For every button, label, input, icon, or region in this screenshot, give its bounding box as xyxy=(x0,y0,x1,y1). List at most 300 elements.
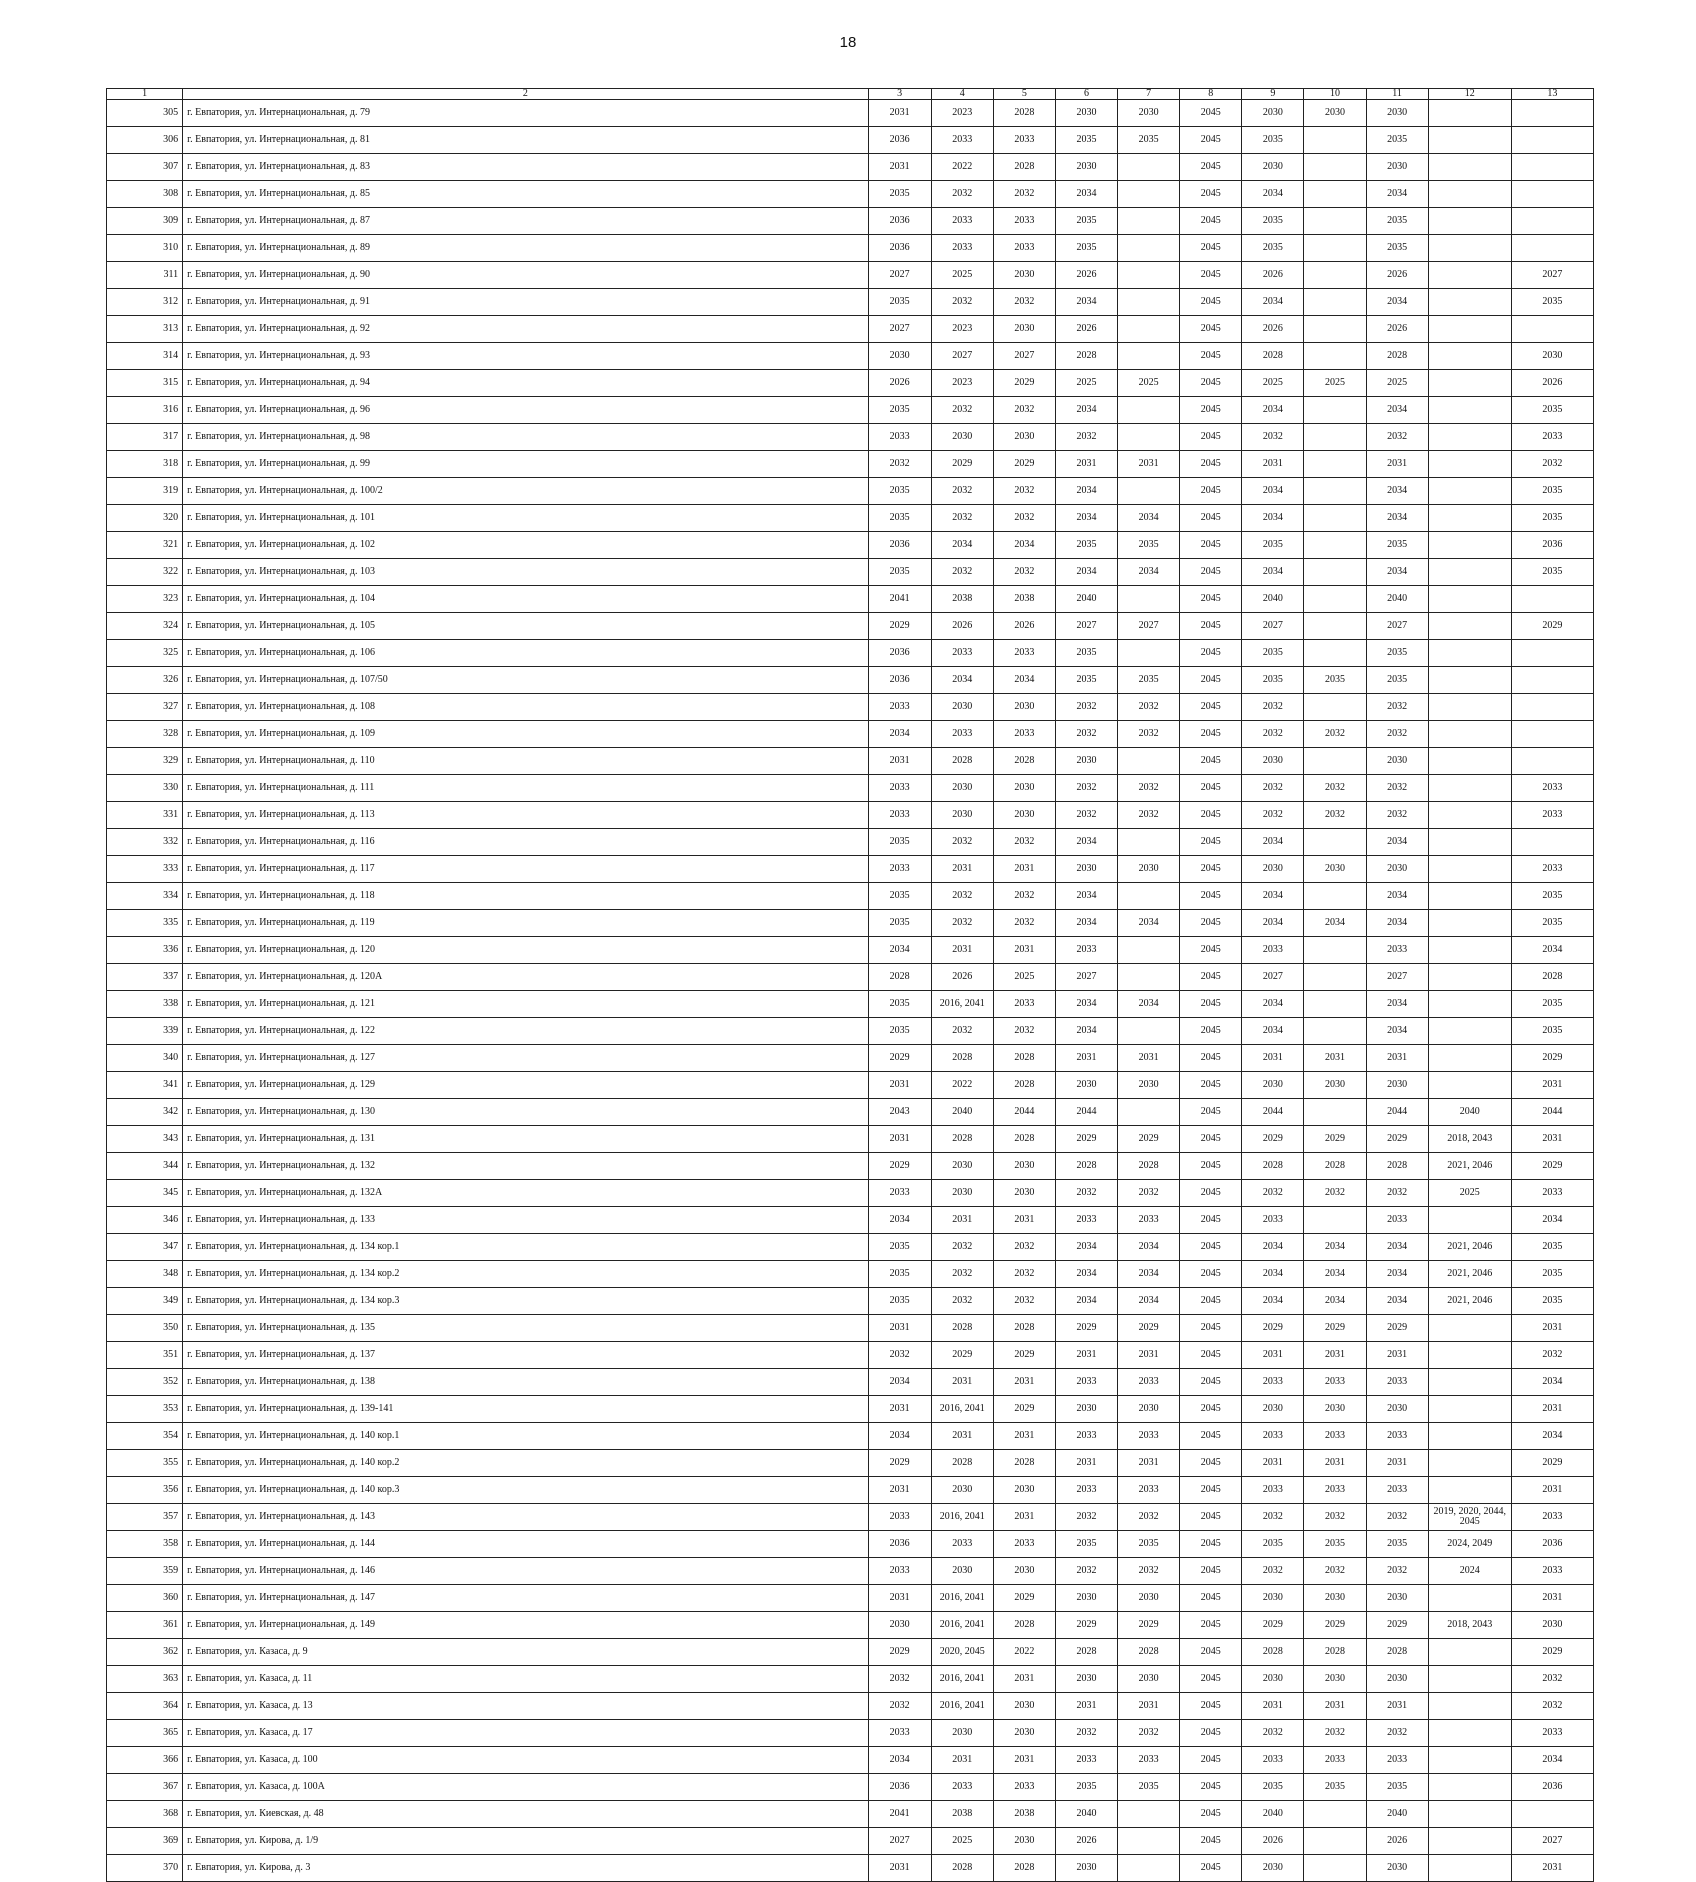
row-number-cell: 323 xyxy=(107,586,183,613)
row-number-cell: 370 xyxy=(107,1855,183,1882)
address-cell: г. Евпатория, ул. Интернациональная, д. 122 xyxy=(183,1018,868,1045)
table-row xyxy=(107,1693,1594,1720)
year-cell-col-13: 2033 xyxy=(1511,1558,1593,1585)
year-cell-col-13: 2031 xyxy=(1511,1315,1593,1342)
year-cell-col-11: 2035 xyxy=(1366,1531,1428,1558)
year-cell-col-4: 2032 xyxy=(931,505,993,532)
year-cell-col-7 xyxy=(1118,424,1180,451)
address-cell: г. Евпатория, ул. Интернациональная, д. 105 xyxy=(183,613,868,640)
row-number-cell: 309 xyxy=(107,208,183,235)
year-cell-col-6: 2031 xyxy=(1055,451,1117,478)
year-cell-col-12 xyxy=(1428,586,1511,613)
year-cell-col-12 xyxy=(1428,937,1511,964)
year-cell-col-13 xyxy=(1511,586,1593,613)
year-cell-col-9: 2034 xyxy=(1242,1288,1304,1315)
year-cell-col-11: 2034 xyxy=(1366,559,1428,586)
year-cell-col-7: 2032 xyxy=(1118,775,1180,802)
year-cell-col-11: 2031 xyxy=(1366,1693,1428,1720)
table-row xyxy=(107,829,1594,856)
year-cell-col-6: 2030 xyxy=(1055,100,1117,127)
table-row xyxy=(107,505,1594,532)
year-cell-col-9: 2029 xyxy=(1242,1315,1304,1342)
year-cell-col-13: 2044 xyxy=(1511,1099,1593,1126)
year-cell-col-12 xyxy=(1428,1342,1511,1369)
year-cell-col-4: 2022 xyxy=(931,154,993,181)
year-cell-col-7: 2030 xyxy=(1118,1396,1180,1423)
year-cell-col-5: 2032 xyxy=(993,505,1055,532)
year-cell-col-12 xyxy=(1428,343,1511,370)
year-cell-col-5: 2033 xyxy=(993,1774,1055,1801)
year-cell-col-10: 2030 xyxy=(1304,1396,1366,1423)
year-cell-col-7: 2028 xyxy=(1118,1639,1180,1666)
year-cell-col-10: 2030 xyxy=(1304,1666,1366,1693)
year-cell-col-3: 2031 xyxy=(868,1855,931,1882)
table-row xyxy=(107,748,1594,775)
year-cell-col-9: 2025 xyxy=(1242,370,1304,397)
year-cell-col-4: 2032 xyxy=(931,1288,993,1315)
year-cell-col-13 xyxy=(1511,154,1593,181)
table-row xyxy=(107,181,1594,208)
year-cell-col-4: 2030 xyxy=(931,1720,993,1747)
address-cell: г. Евпатория, ул. Интернациональная, д. 116 xyxy=(183,829,868,856)
year-cell-col-3: 2034 xyxy=(868,1747,931,1774)
year-cell-col-10 xyxy=(1304,316,1366,343)
year-cell-col-7 xyxy=(1118,937,1180,964)
year-cell-col-11: 2031 xyxy=(1366,451,1428,478)
year-cell-col-8: 2045 xyxy=(1180,127,1242,154)
year-cell-col-3: 2035 xyxy=(868,289,931,316)
year-cell-col-11: 2026 xyxy=(1366,262,1428,289)
year-cell-col-8: 2045 xyxy=(1180,1261,1242,1288)
year-cell-col-11: 2030 xyxy=(1366,1666,1428,1693)
year-cell-col-8: 2045 xyxy=(1180,748,1242,775)
year-cell-col-10 xyxy=(1304,424,1366,451)
year-cell-col-6: 2031 xyxy=(1055,1342,1117,1369)
year-cell-col-8: 2045 xyxy=(1180,289,1242,316)
year-cell-col-7: 2032 xyxy=(1118,1180,1180,1207)
table-row xyxy=(107,1855,1594,1882)
year-cell-col-8: 2045 xyxy=(1180,1126,1242,1153)
year-cell-col-9: 2033 xyxy=(1242,1369,1304,1396)
address-cell: г. Евпатория, ул. Кирова, д. 3 xyxy=(183,1855,868,1882)
year-cell-col-13: 2033 xyxy=(1511,1504,1593,1531)
row-number-cell: 318 xyxy=(107,451,183,478)
year-cell-col-8: 2045 xyxy=(1180,316,1242,343)
row-number-cell: 359 xyxy=(107,1558,183,1585)
year-cell-col-4: 2032 xyxy=(931,1018,993,1045)
year-cell-col-13 xyxy=(1511,1801,1593,1828)
year-cell-col-6: 2034 xyxy=(1055,991,1117,1018)
year-cell-col-3: 2031 xyxy=(868,1126,931,1153)
year-cell-col-9: 2029 xyxy=(1242,1612,1304,1639)
year-cell-col-9: 2033 xyxy=(1242,1747,1304,1774)
year-cell-col-6: 2033 xyxy=(1055,1477,1117,1504)
year-cell-col-5: 2030 xyxy=(993,424,1055,451)
year-cell-col-6: 2027 xyxy=(1055,964,1117,991)
year-cell-col-6: 2032 xyxy=(1055,1558,1117,1585)
year-cell-col-5: 2032 xyxy=(993,829,1055,856)
year-cell-col-12: 2040 xyxy=(1428,1099,1511,1126)
year-cell-col-11: 2030 xyxy=(1366,1072,1428,1099)
year-cell-col-9: 2030 xyxy=(1242,1855,1304,1882)
year-cell-col-3: 2033 xyxy=(868,694,931,721)
table-row xyxy=(107,235,1594,262)
year-cell-col-4: 2032 xyxy=(931,829,993,856)
year-cell-col-12: 2024, 2049 xyxy=(1428,1531,1511,1558)
year-cell-col-13: 2029 xyxy=(1511,1045,1593,1072)
year-cell-col-13: 2036 xyxy=(1511,532,1593,559)
year-cell-col-5: 2031 xyxy=(993,1369,1055,1396)
year-cell-col-7: 2034 xyxy=(1118,1288,1180,1315)
year-cell-col-13 xyxy=(1511,100,1593,127)
row-number-cell: 321 xyxy=(107,532,183,559)
table-row xyxy=(107,424,1594,451)
year-cell-col-3: 2035 xyxy=(868,559,931,586)
year-cell-col-6: 2034 xyxy=(1055,397,1117,424)
year-cell-col-5: 2028 xyxy=(993,1612,1055,1639)
year-cell-col-13: 2036 xyxy=(1511,1774,1593,1801)
year-cell-col-10: 2032 xyxy=(1304,1720,1366,1747)
year-cell-col-3: 2032 xyxy=(868,1666,931,1693)
year-cell-col-3: 2034 xyxy=(868,721,931,748)
year-cell-col-5: 2028 xyxy=(993,1072,1055,1099)
year-cell-col-11: 2033 xyxy=(1366,937,1428,964)
header-row xyxy=(107,89,1594,100)
year-cell-col-13: 2033 xyxy=(1511,1720,1593,1747)
year-cell-col-9: 2034 xyxy=(1242,289,1304,316)
year-cell-col-10 xyxy=(1304,586,1366,613)
address-cell: г. Евпатория, ул. Интернациональная, д. 85 xyxy=(183,181,868,208)
year-cell-col-6: 2034 xyxy=(1055,910,1117,937)
row-number-cell: 334 xyxy=(107,883,183,910)
year-cell-col-5: 2025 xyxy=(993,964,1055,991)
year-cell-col-6: 2029 xyxy=(1055,1612,1117,1639)
table-row xyxy=(107,1315,1594,1342)
row-number-cell: 327 xyxy=(107,694,183,721)
year-cell-col-11: 2033 xyxy=(1366,1207,1428,1234)
year-cell-col-13: 2033 xyxy=(1511,856,1593,883)
row-number-cell: 337 xyxy=(107,964,183,991)
year-cell-col-12 xyxy=(1428,802,1511,829)
year-cell-col-6: 2028 xyxy=(1055,343,1117,370)
year-cell-col-9: 2044 xyxy=(1242,1099,1304,1126)
year-cell-col-13 xyxy=(1511,316,1593,343)
year-cell-col-10 xyxy=(1304,1018,1366,1045)
table-body xyxy=(107,100,1594,1882)
year-cell-col-7: 2029 xyxy=(1118,1612,1180,1639)
year-cell-col-10: 2034 xyxy=(1304,910,1366,937)
row-number-cell: 338 xyxy=(107,991,183,1018)
year-cell-col-10 xyxy=(1304,640,1366,667)
year-cell-col-13: 2035 xyxy=(1511,1018,1593,1045)
year-cell-col-9: 2029 xyxy=(1242,1126,1304,1153)
year-cell-col-7 xyxy=(1118,397,1180,424)
row-number-cell: 314 xyxy=(107,343,183,370)
year-cell-col-3: 2031 xyxy=(868,1477,931,1504)
year-cell-col-10: 2034 xyxy=(1304,1288,1366,1315)
year-cell-col-4: 2016, 2041 xyxy=(931,1396,993,1423)
year-cell-col-5: 2032 xyxy=(993,910,1055,937)
year-cell-col-13: 2027 xyxy=(1511,1828,1593,1855)
schedule-table xyxy=(106,88,1594,1882)
year-cell-col-13 xyxy=(1511,721,1593,748)
year-cell-col-11: 2029 xyxy=(1366,1315,1428,1342)
year-cell-col-6: 2034 xyxy=(1055,1234,1117,1261)
year-cell-col-5: 2031 xyxy=(993,1207,1055,1234)
year-cell-col-7: 2034 xyxy=(1118,1234,1180,1261)
year-cell-col-4: 2016, 2041 xyxy=(931,991,993,1018)
year-cell-col-10: 2032 xyxy=(1304,775,1366,802)
year-cell-col-4: 2033 xyxy=(931,208,993,235)
year-cell-col-11: 2033 xyxy=(1366,1477,1428,1504)
year-cell-col-7: 2029 xyxy=(1118,1126,1180,1153)
year-cell-col-4: 2031 xyxy=(931,1747,993,1774)
row-number-cell: 333 xyxy=(107,856,183,883)
year-cell-col-10: 2032 xyxy=(1304,1180,1366,1207)
year-cell-col-12 xyxy=(1428,1585,1511,1612)
table-row xyxy=(107,208,1594,235)
year-cell-col-5: 2032 xyxy=(993,397,1055,424)
year-cell-col-13: 2034 xyxy=(1511,937,1593,964)
year-cell-col-10: 2031 xyxy=(1304,1693,1366,1720)
year-cell-col-5: 2044 xyxy=(993,1099,1055,1126)
year-cell-col-11: 2030 xyxy=(1366,856,1428,883)
year-cell-col-3: 2031 xyxy=(868,154,931,181)
year-cell-col-13: 2032 xyxy=(1511,451,1593,478)
year-cell-col-9: 2030 xyxy=(1242,1396,1304,1423)
row-number-cell: 324 xyxy=(107,613,183,640)
table-row xyxy=(107,856,1594,883)
year-cell-col-5: 2026 xyxy=(993,613,1055,640)
year-cell-col-3: 2030 xyxy=(868,1612,931,1639)
table-row xyxy=(107,127,1594,154)
table-row xyxy=(107,1180,1594,1207)
year-cell-col-11: 2033 xyxy=(1366,1747,1428,1774)
year-cell-col-9: 2035 xyxy=(1242,235,1304,262)
year-cell-col-10 xyxy=(1304,343,1366,370)
year-cell-col-3: 2035 xyxy=(868,991,931,1018)
year-cell-col-11: 2034 xyxy=(1366,1261,1428,1288)
row-number-cell: 353 xyxy=(107,1396,183,1423)
table-row xyxy=(107,154,1594,181)
year-cell-col-11: 2030 xyxy=(1366,100,1428,127)
address-cell: г. Евпатория, ул. Интернациональная, д. 93 xyxy=(183,343,868,370)
year-cell-col-6: 2026 xyxy=(1055,262,1117,289)
year-cell-col-7: 2030 xyxy=(1118,1585,1180,1612)
year-cell-col-10 xyxy=(1304,397,1366,424)
year-cell-col-3: 2036 xyxy=(868,640,931,667)
year-cell-col-8: 2045 xyxy=(1180,1423,1242,1450)
year-cell-col-12 xyxy=(1428,262,1511,289)
year-cell-col-12 xyxy=(1428,478,1511,505)
year-cell-col-9: 2035 xyxy=(1242,1531,1304,1558)
year-cell-col-4: 2040 xyxy=(931,1099,993,1126)
year-cell-col-13 xyxy=(1511,640,1593,667)
year-cell-col-6: 2040 xyxy=(1055,586,1117,613)
year-cell-col-5: 2031 xyxy=(993,937,1055,964)
year-cell-col-7: 2031 xyxy=(1118,1450,1180,1477)
row-number-cell: 313 xyxy=(107,316,183,343)
year-cell-col-7 xyxy=(1118,208,1180,235)
year-cell-col-9: 2031 xyxy=(1242,1342,1304,1369)
year-cell-col-4: 2038 xyxy=(931,586,993,613)
address-cell: г. Евпатория, ул. Казаса, д. 9 xyxy=(183,1639,868,1666)
column-header-8: 8 xyxy=(1180,89,1242,100)
year-cell-col-9: 2030 xyxy=(1242,856,1304,883)
year-cell-col-5: 2030 xyxy=(993,775,1055,802)
year-cell-col-12 xyxy=(1428,1315,1511,1342)
year-cell-col-10 xyxy=(1304,1855,1366,1882)
address-cell: г. Евпатория, ул. Интернациональная, д. 139-141 xyxy=(183,1396,868,1423)
year-cell-col-8: 2045 xyxy=(1180,1639,1242,1666)
year-cell-col-11: 2032 xyxy=(1366,802,1428,829)
year-cell-col-9: 2034 xyxy=(1242,883,1304,910)
year-cell-col-12: 2019, 2020, 2044, 2045 xyxy=(1428,1504,1511,1531)
year-cell-col-4: 2031 xyxy=(931,1207,993,1234)
table-row xyxy=(107,1747,1594,1774)
table-row xyxy=(107,289,1594,316)
column-header-13: 13 xyxy=(1511,89,1593,100)
year-cell-col-8: 2045 xyxy=(1180,1477,1242,1504)
row-number-cell: 348 xyxy=(107,1261,183,1288)
year-cell-col-13: 2033 xyxy=(1511,802,1593,829)
year-cell-col-12 xyxy=(1428,154,1511,181)
year-cell-col-8: 2045 xyxy=(1180,235,1242,262)
year-cell-col-8: 2045 xyxy=(1180,964,1242,991)
address-cell: г. Евпатория, ул. Киевская, д. 48 xyxy=(183,1801,868,1828)
year-cell-col-10: 2035 xyxy=(1304,1531,1366,1558)
year-cell-col-10 xyxy=(1304,1099,1366,1126)
year-cell-col-6: 2032 xyxy=(1055,721,1117,748)
year-cell-col-9: 2030 xyxy=(1242,748,1304,775)
year-cell-col-13: 2034 xyxy=(1511,1207,1593,1234)
year-cell-col-12 xyxy=(1428,1396,1511,1423)
year-cell-col-6: 2026 xyxy=(1055,1828,1117,1855)
table-row xyxy=(107,1774,1594,1801)
year-cell-col-10: 2035 xyxy=(1304,1774,1366,1801)
year-cell-col-8: 2045 xyxy=(1180,667,1242,694)
year-cell-col-9: 2034 xyxy=(1242,559,1304,586)
year-cell-col-13: 2032 xyxy=(1511,1666,1593,1693)
year-cell-col-6: 2029 xyxy=(1055,1315,1117,1342)
year-cell-col-7 xyxy=(1118,1855,1180,1882)
column-header-6: 6 xyxy=(1055,89,1117,100)
row-number-cell: 330 xyxy=(107,775,183,802)
year-cell-col-5: 2031 xyxy=(993,1423,1055,1450)
year-cell-col-11: 2031 xyxy=(1366,1342,1428,1369)
year-cell-col-12 xyxy=(1428,1423,1511,1450)
year-cell-col-5: 2028 xyxy=(993,748,1055,775)
year-cell-col-10 xyxy=(1304,505,1366,532)
year-cell-col-8: 2045 xyxy=(1180,937,1242,964)
table-row xyxy=(107,343,1594,370)
year-cell-col-7: 2029 xyxy=(1118,1315,1180,1342)
year-cell-col-7 xyxy=(1118,1018,1180,1045)
year-cell-col-5: 2032 xyxy=(993,181,1055,208)
row-number-cell: 320 xyxy=(107,505,183,532)
year-cell-col-9: 2030 xyxy=(1242,100,1304,127)
row-number-cell: 345 xyxy=(107,1180,183,1207)
year-cell-col-3: 2033 xyxy=(868,802,931,829)
year-cell-col-12 xyxy=(1428,667,1511,694)
year-cell-col-10 xyxy=(1304,181,1366,208)
year-cell-col-7: 2035 xyxy=(1118,667,1180,694)
table-row xyxy=(107,775,1594,802)
year-cell-col-6: 2030 xyxy=(1055,1585,1117,1612)
row-number-cell: 349 xyxy=(107,1288,183,1315)
table-row xyxy=(107,1234,1594,1261)
year-cell-col-10: 2031 xyxy=(1304,1342,1366,1369)
year-cell-col-7: 2032 xyxy=(1118,1720,1180,1747)
year-cell-col-10: 2031 xyxy=(1304,1045,1366,1072)
year-cell-col-5: 2028 xyxy=(993,1045,1055,1072)
year-cell-col-12 xyxy=(1428,1720,1511,1747)
year-cell-col-4: 2032 xyxy=(931,1261,993,1288)
year-cell-col-4: 2026 xyxy=(931,613,993,640)
year-cell-col-10 xyxy=(1304,532,1366,559)
year-cell-col-4: 2033 xyxy=(931,1774,993,1801)
row-number-cell: 305 xyxy=(107,100,183,127)
year-cell-col-13: 2034 xyxy=(1511,1747,1593,1774)
row-number-cell: 342 xyxy=(107,1099,183,1126)
year-cell-col-5: 2029 xyxy=(993,1342,1055,1369)
year-cell-col-9: 2026 xyxy=(1242,262,1304,289)
year-cell-col-5: 2032 xyxy=(993,883,1055,910)
year-cell-col-4: 2030 xyxy=(931,775,993,802)
year-cell-col-4: 2031 xyxy=(931,856,993,883)
year-cell-col-6: 2033 xyxy=(1055,1369,1117,1396)
year-cell-col-9: 2031 xyxy=(1242,451,1304,478)
year-cell-col-4: 2027 xyxy=(931,343,993,370)
year-cell-col-3: 2035 xyxy=(868,1261,931,1288)
year-cell-col-12 xyxy=(1428,1045,1511,1072)
row-number-cell: 341 xyxy=(107,1072,183,1099)
address-cell: г. Евпатория, ул. Интернациональная, д. 129 xyxy=(183,1072,868,1099)
year-cell-col-11: 2030 xyxy=(1366,748,1428,775)
year-cell-col-12 xyxy=(1428,1666,1511,1693)
year-cell-col-5: 2030 xyxy=(993,316,1055,343)
year-cell-col-8: 2045 xyxy=(1180,451,1242,478)
year-cell-col-11: 2040 xyxy=(1366,586,1428,613)
year-cell-col-12 xyxy=(1428,424,1511,451)
year-cell-col-9: 2026 xyxy=(1242,1828,1304,1855)
year-cell-col-3: 2031 xyxy=(868,1585,931,1612)
year-cell-col-7: 2031 xyxy=(1118,1693,1180,1720)
year-cell-col-3: 2029 xyxy=(868,1450,931,1477)
year-cell-col-3: 2029 xyxy=(868,1045,931,1072)
table-row xyxy=(107,1207,1594,1234)
year-cell-col-6: 2026 xyxy=(1055,316,1117,343)
year-cell-col-4: 2032 xyxy=(931,289,993,316)
year-cell-col-10 xyxy=(1304,208,1366,235)
year-cell-col-9: 2032 xyxy=(1242,1720,1304,1747)
year-cell-col-5: 2028 xyxy=(993,1315,1055,1342)
year-cell-col-3: 2027 xyxy=(868,1828,931,1855)
year-cell-col-12 xyxy=(1428,235,1511,262)
address-cell: г. Евпатория, ул. Интернациональная, д. 110 xyxy=(183,748,868,775)
table-row xyxy=(107,262,1594,289)
year-cell-col-4: 2038 xyxy=(931,1801,993,1828)
year-cell-col-7: 2031 xyxy=(1118,1045,1180,1072)
year-cell-col-12 xyxy=(1428,559,1511,586)
year-cell-col-5: 2033 xyxy=(993,127,1055,154)
year-cell-col-3: 2029 xyxy=(868,1639,931,1666)
year-cell-col-13 xyxy=(1511,127,1593,154)
year-cell-col-12 xyxy=(1428,127,1511,154)
year-cell-col-3: 2035 xyxy=(868,910,931,937)
address-cell: г. Евпатория, ул. Интернациональная, д. 90 xyxy=(183,262,868,289)
year-cell-col-12 xyxy=(1428,397,1511,424)
